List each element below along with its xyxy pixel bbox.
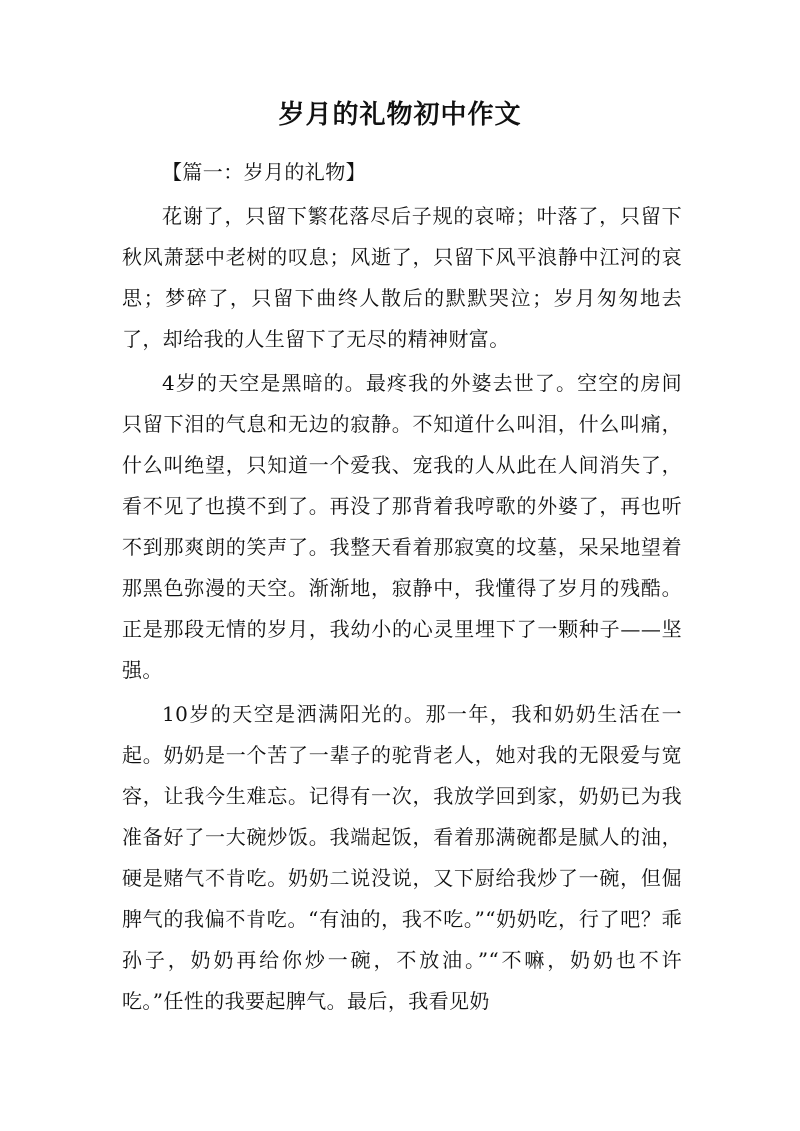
paragraph-age-four: 4岁的天空是黑暗的。最疼我的外婆去世了。空空的房间只留下泪的气息和无边的寂静。不知道什么叫泪，什么叫痛，什么叫绝望，只知道一个爱我、宠我的人从此在人间消失了，看不见了也摸不到了。再没了那背着我哼歌的外婆了，再也听不到那爽朗的笑声了。我整天看着那寂寞的坟墓，呆呆地望着那黑色弥漫的天空。渐渐地，寂静中，我懂得了岁月的残酷。正是那段无情的岁月，我幼小的心灵里埋下了一颗种子——坚强。 — [122, 371, 682, 682]
document-body — [122, 152, 682, 1022]
document-title: 岁月的礼物初中作文 — [278, 100, 522, 130]
paragraph-age-ten: 10岁的天空是洒满阳光的。那一年，我和奶奶生活在一起。奶奶是一个苦了一辈子的驼背老人，她对我的无限爱与宽容，让我今生难忘。记得有一次，我放学回到家，奶奶已为我准备好了一大碗炒饭。我端起饭，看着那满碗都是腻人的油，硬是赌气不肯吃。奶奶二说没说，又下厨给我炒了一碗，但倔脾气的我偏不肯吃。“有油的，我不吃。”“奶奶吃，行了吧？乖孙子，奶奶再给你炒一碗，不放油。”“不嘛，奶奶也不许吃。”任性的我要起脾气。最后，我看见奶 — [122, 702, 682, 1013]
section-heading: 【篇一：岁月的礼物】 — [162, 160, 366, 184]
paragraph-intro: 花谢了，只留下繁花落尽后子规的哀啼；叶落了，只留下秋风萧瑟中老树的叹息；风逝了，只留下风平浪静中江河的哀思；梦碎了，只留下曲终人散后的默默哭泣；岁月匆匆地去了，却给我的人生留下了无尽的精神财富。 — [122, 204, 682, 351]
